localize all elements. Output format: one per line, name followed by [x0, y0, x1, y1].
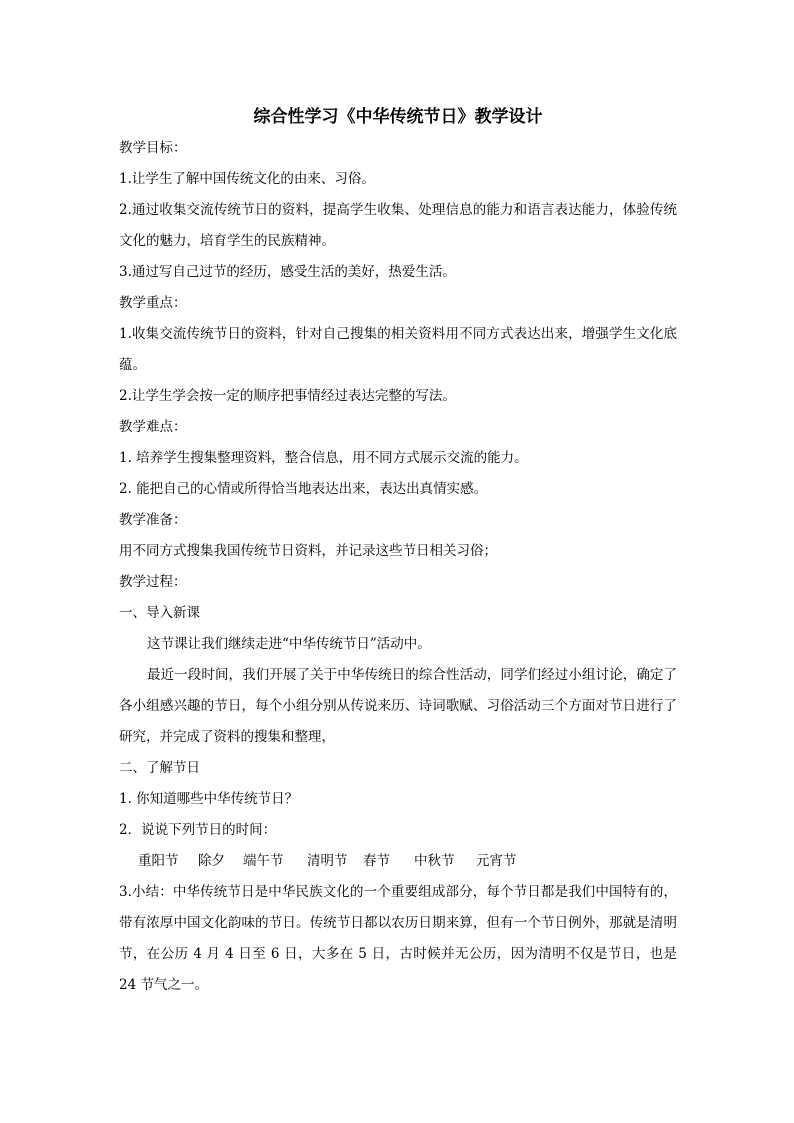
- section1-heading: 一、导入新课: [119, 605, 200, 621]
- objective-item: 3.通过写自己过节的经历，感受生活的美好，热爱生活。: [119, 264, 456, 280]
- key-point-item: 2.让学生学会按一定的顺序把事情经过表达完整的写法。: [119, 388, 456, 404]
- festival-item: 除夕: [198, 853, 225, 869]
- festival-item: 元宵节: [476, 853, 517, 869]
- key-point-item: 1.收集交流传统节日的资料，针对自己搜集的相关资料用不同方式表达出来，增强学生文化底蕴。: [119, 326, 677, 373]
- section1-paragraph: 这节课让我们继续走进“中华传统节日”活动中。: [147, 636, 431, 652]
- festival-item: 中秋节: [414, 853, 455, 869]
- process-heading: 教学过程：: [119, 574, 187, 590]
- difficulty-item: 1. 培养学生搜集整理资料，整合信息，用不同方式展示交流的能力。: [119, 450, 528, 466]
- objectives-heading: 教学目标：: [119, 140, 187, 156]
- key-points-heading: 教学重点：: [119, 295, 187, 311]
- objective-item: 1.让学生了解中国传统文化的由来、习俗。: [119, 171, 375, 187]
- festival-list: [119, 846, 677, 877]
- objective-item: 2.通过收集交流传统节日的资料，提高学生收集、处理信息的能力和语言表达能力，体验传统文化的魅力，培育学生的民族精神。: [119, 202, 677, 249]
- festival-item: 重阳节: [138, 853, 179, 869]
- festival-item: 清明节: [307, 853, 348, 869]
- section1-paragraph: 最近一段时间，我们开展了关于中华传统日的综合性活动，同学们经过小组讨论，确定了各小组感兴趣的节日，每个小组分别从传说来历、诗词歌赋、习俗活动三个方面对节日进行了研究，并完成了资料的搜集和整理，: [119, 667, 677, 745]
- section2-summary: 3.小结：中华传统节日是中华民族文化的一个重要组成部分，每个节日都是我们中国特有的，带有浓厚中国文化韵味的节日。传统节日都以农历日期来算，但有一个节日例外，那就是清明节，在公历 4 月 4 日至 6 日，大多在 5 日，古时候并无公历，因为清明不仅是节日，也是 24 节气之一。: [119, 884, 677, 993]
- preparation-text: 用不同方式搜集我国传统节日资料，并记录这些节日相关习俗；: [119, 543, 497, 559]
- difficulties-heading: 教学难点：: [119, 419, 187, 435]
- festival-item: 端午节: [243, 853, 284, 869]
- section2-question: 2．说说下列节日的时间：: [119, 822, 277, 838]
- preparation-heading: 教学准备：: [119, 512, 187, 528]
- document-title: 综合性学习《中华传统节日》教学设计: [253, 107, 543, 127]
- document-page: [119, 101, 677, 1001]
- section2-question: 1. 你知道哪些中华传统节日？: [119, 791, 299, 807]
- festival-item: 春节: [363, 853, 390, 869]
- section2-heading: 二、了解节日: [119, 760, 200, 776]
- difficulty-item: 2. 能把自己的心情或所得恰当地表达出来，表达出真情实感。: [119, 481, 488, 497]
